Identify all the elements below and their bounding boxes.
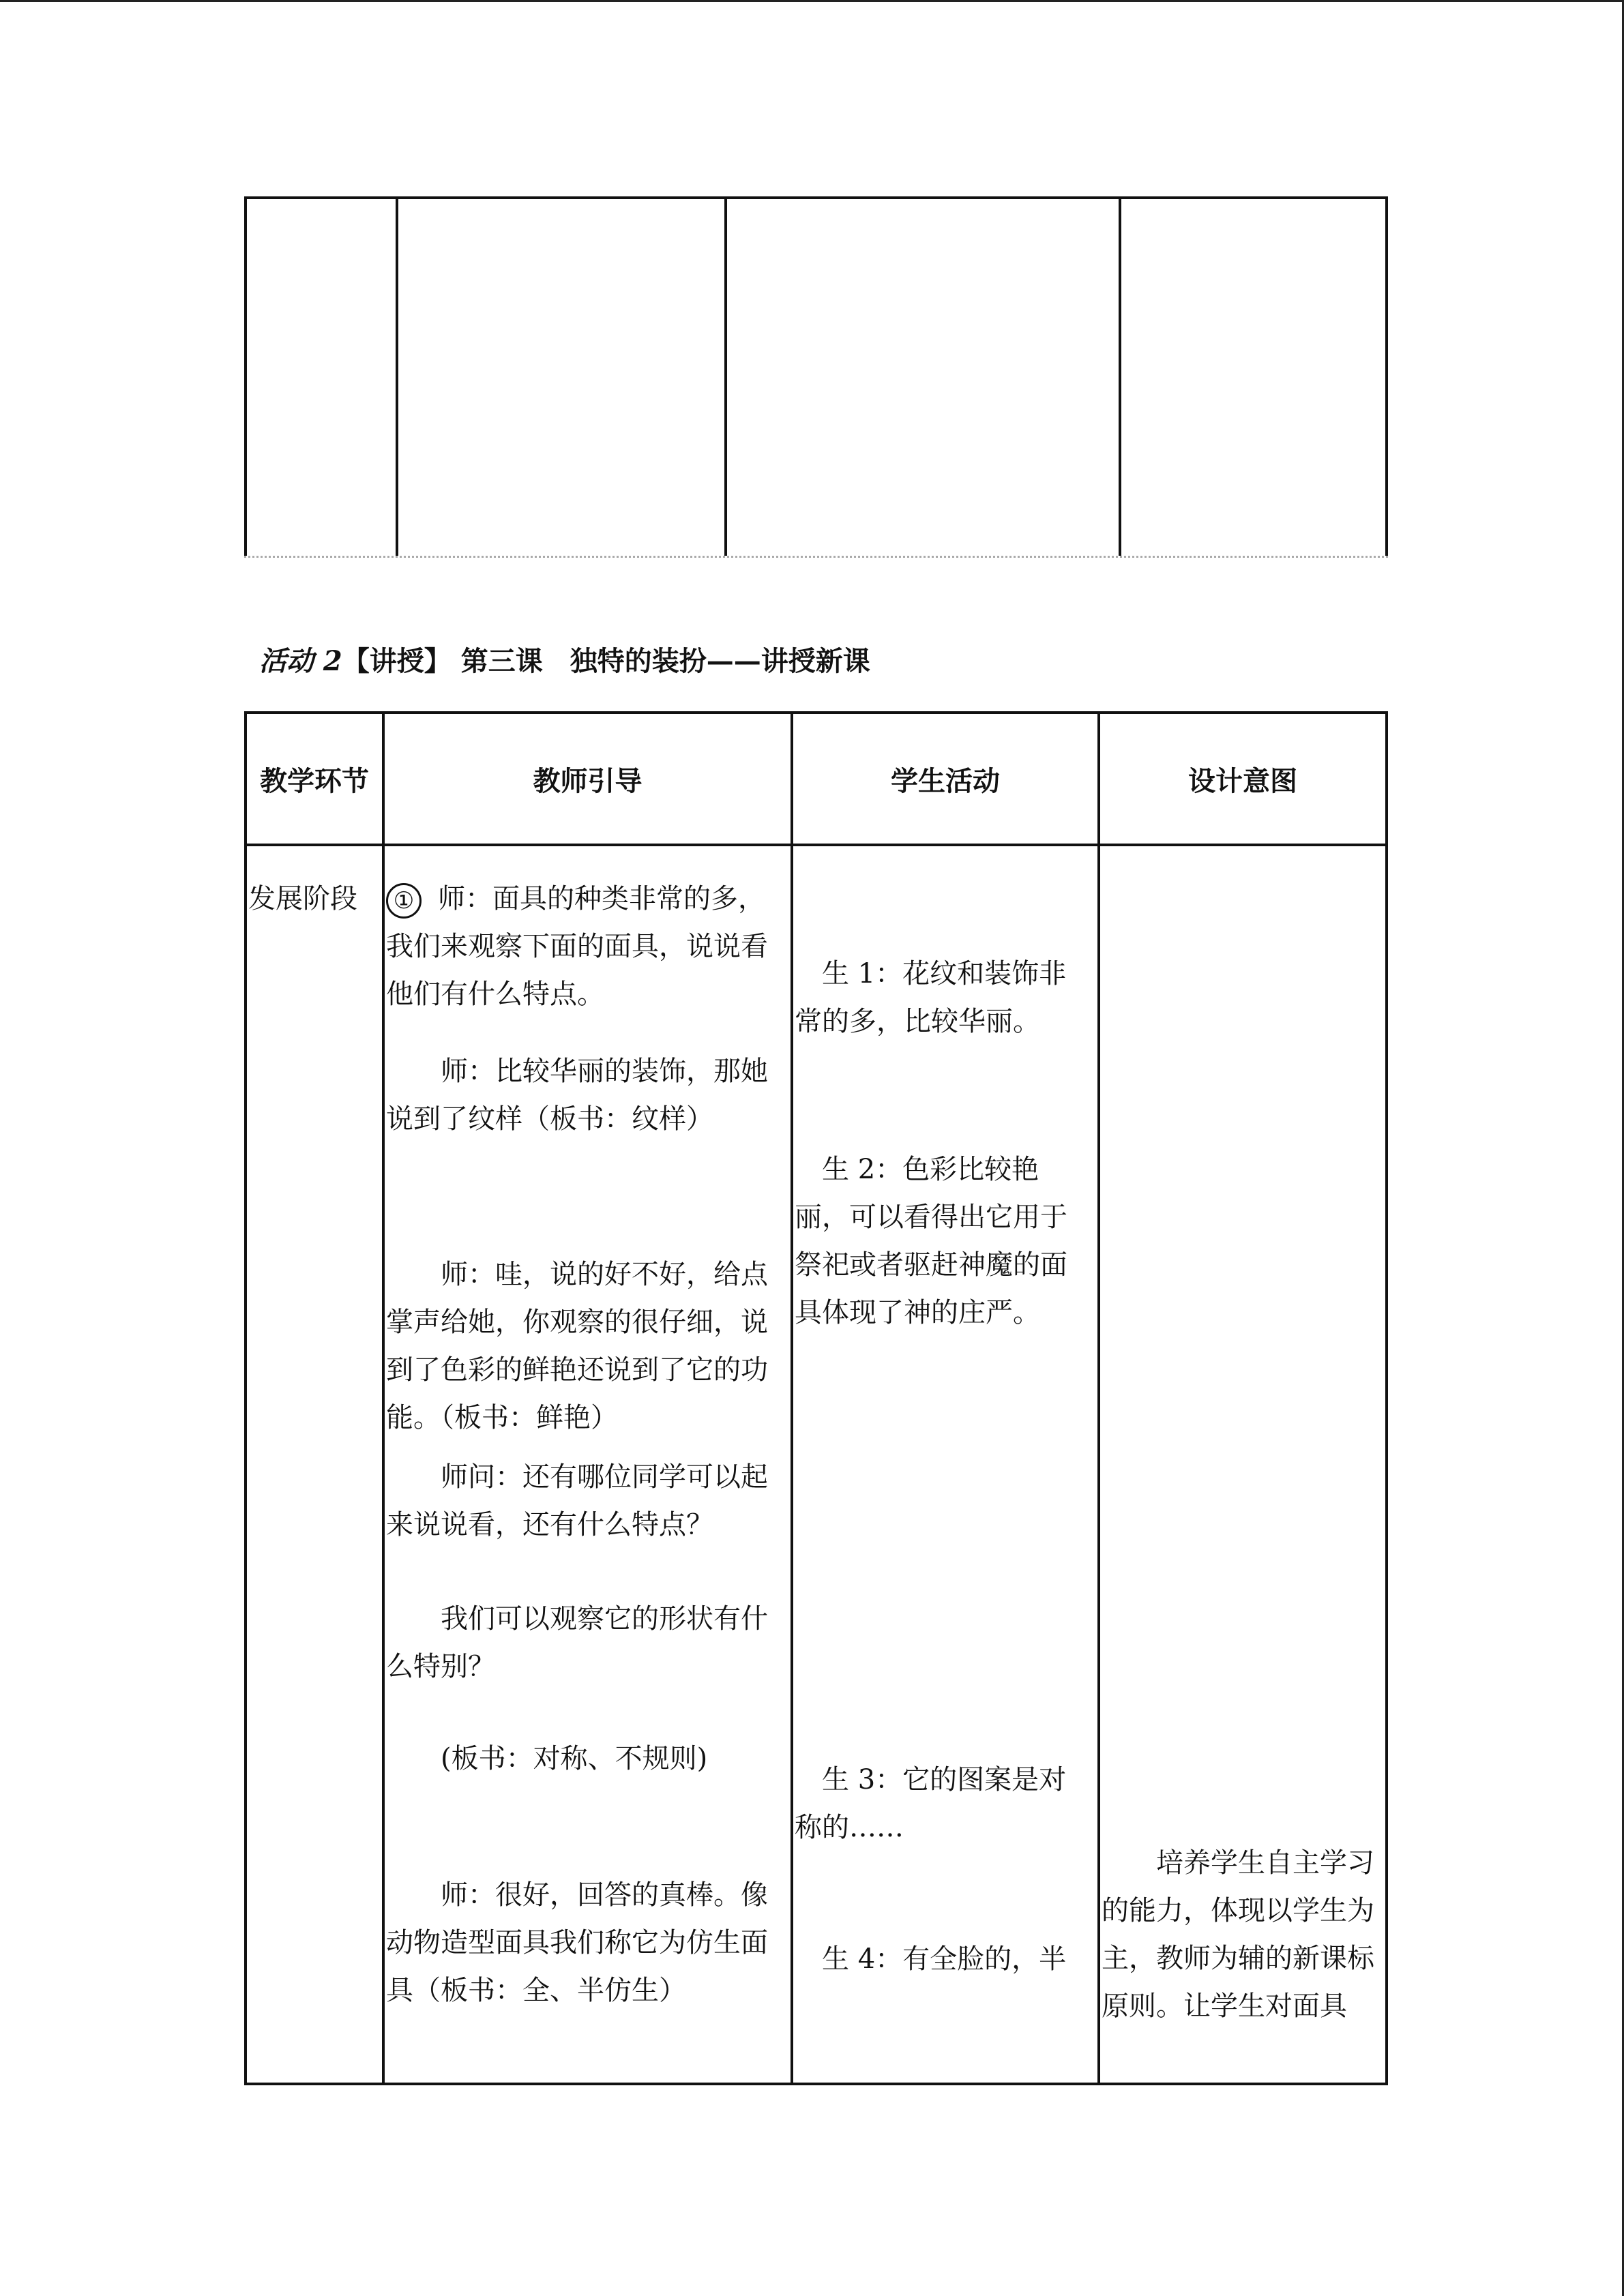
teacher-paragraph-6 bbox=[386, 1735, 707, 1783]
teacher-line: 具（板书：全、半仿生） bbox=[386, 1975, 686, 2006]
teacher-line: 掌声给她，你观察的很仔细，说 bbox=[386, 1307, 768, 1338]
intent-line: 培养学生自主学习 bbox=[1102, 1847, 1374, 1879]
teacher-paragraph-3 bbox=[386, 1251, 768, 1442]
teacher-line: 师：哇，说的好不好，给点 bbox=[386, 1259, 768, 1290]
teacher-line: 师：比较华丽的装饰，那她 bbox=[386, 1056, 768, 1087]
intent-line: 的能力，体现以学生为 bbox=[1102, 1895, 1374, 1926]
intent-line: 原则。让学生对面具 bbox=[1102, 1991, 1347, 2022]
stage-label: 发展阶段 bbox=[248, 883, 357, 914]
teacher-line: 我们可以观察它的形状有什 bbox=[386, 1603, 768, 1635]
continued-table-divider bbox=[1119, 199, 1121, 556]
teacher-line: 能。（板书：鲜艳） bbox=[386, 1402, 618, 1433]
teacher-paragraph-7 bbox=[386, 1871, 768, 2014]
header-student: 学生活动 bbox=[891, 764, 1000, 797]
teacher-line: 师问：还有哪位同学可以起 bbox=[386, 1461, 768, 1493]
teacher-line: 说到了纹样（板书：纹样） bbox=[386, 1103, 713, 1135]
continued-table bbox=[244, 196, 1388, 556]
student-line: 具体现了神的庄严。 bbox=[795, 1297, 1040, 1328]
header-intent: 设计意图 bbox=[1188, 764, 1297, 797]
continued-table-divider bbox=[396, 199, 398, 556]
student-line: 称的…… bbox=[795, 1812, 904, 1843]
student-answer-1 bbox=[795, 950, 1066, 1045]
intent-line: 主，教师为辅的新课标 bbox=[1102, 1943, 1374, 1974]
teacher-line: 动物造型面具我们称它为仿生面 bbox=[386, 1927, 768, 1958]
design-intent-text bbox=[1102, 1839, 1374, 2030]
teacher-line: 么特别？ bbox=[386, 1651, 495, 1682]
activity-number: 活动 2 bbox=[259, 645, 342, 677]
teacher-line: 我们来观察下面的面具，说说看 bbox=[386, 931, 768, 962]
column-divider bbox=[791, 714, 793, 2083]
student-line: 祭祀或者驱赶神魔的面 bbox=[795, 1249, 1067, 1281]
header-stage: 教学环节 bbox=[260, 764, 369, 797]
column-divider bbox=[382, 714, 385, 2083]
student-answer-3 bbox=[795, 1756, 1066, 1851]
student-line: 生 4：有全脸的，半 bbox=[795, 1943, 1067, 1975]
student-line: 丽，可以看得出它用于 bbox=[795, 1202, 1067, 1233]
teacher-paragraph-2 bbox=[386, 1047, 768, 1143]
activity-heading bbox=[259, 640, 870, 679]
teacher-line: (板书：对称、不规则) bbox=[386, 1743, 708, 1774]
header-divider bbox=[247, 844, 1385, 846]
student-line: 生 3：它的图案是对 bbox=[795, 1764, 1067, 1795]
student-line: 生 1：花纹和装饰非 bbox=[795, 958, 1067, 989]
student-line: 生 2：色彩比较艳 bbox=[795, 1154, 1039, 1185]
continued-table-divider bbox=[724, 199, 727, 556]
teacher-paragraph-5 bbox=[386, 1595, 768, 1690]
student-line: 常的多，比较华丽。 bbox=[795, 1006, 1040, 1037]
continued-table-dotted-edge bbox=[244, 556, 1388, 558]
teacher-paragraph-4 bbox=[386, 1453, 768, 1549]
teacher-line: 到了色彩的鲜艳还说到了它的功 bbox=[386, 1354, 768, 1386]
lesson-table bbox=[244, 711, 1388, 2085]
header-teacher: 教师引导 bbox=[533, 764, 643, 797]
column-divider bbox=[1097, 714, 1100, 2083]
teacher-line: 来说说看，还有什么特点？ bbox=[386, 1509, 713, 1540]
student-answer-4 bbox=[795, 1935, 1066, 1983]
teacher-line: 他们有什么特点。 bbox=[386, 979, 604, 1010]
teacher-line: 师：很好，回答的真棒。像 bbox=[386, 1879, 768, 1911]
circled-number-one: ① bbox=[386, 883, 422, 919]
page-top-border bbox=[0, 0, 1624, 2]
teacher-paragraph-1 bbox=[386, 875, 768, 1018]
teacher-line: 师：面具的种类非常的多， bbox=[438, 883, 765, 914]
activity-title-text: 【讲授】 第三课 独特的装扮——讲授新课 bbox=[342, 645, 870, 677]
student-answer-2 bbox=[795, 1146, 1067, 1337]
